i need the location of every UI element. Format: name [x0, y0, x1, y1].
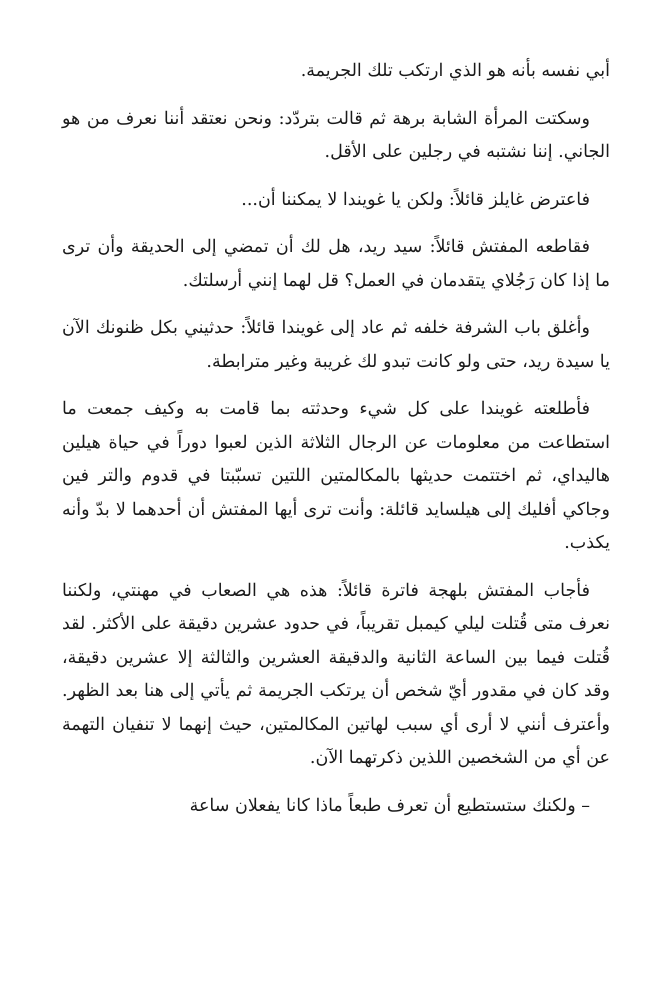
paragraph: وسكتت المرأة الشابة برهة ثم قالت بتردّد: ونحن نعتقد أننا نعرف من هو الجاني. إننا نشتبه في رجلين على الأقل. [62, 108, 610, 162]
paragraph: – ولكنك ستستطيع أن تعرف طبعاً ماذا كانا يفعلان ساعة [189, 795, 590, 816]
paragraph: فأجاب المفتش بلهجة فاترة قائلاً: هذه هي الصعاب في مهنتي، ولكننا نعرف متى قُتلت ليلي كيمبل تقريباً، في حدود عشرين دقيقة على الأكثر. لقد قُتلت فيما بين الساعة الثانية والدقيقة العشرين والثالثة إلا عشرين دقيقة، وقد كان في مقدور أيّ شخص أن يرتكب الجريمة ثم يأتي إلى هنا بعد الظهر. وأعترف أنني لا أرى أي سبب لهاتين المكالمتين، حيث إنهما لا تنفيان التهمة عن أي من الشخصين اللذين ذكرتهما الآن. [62, 580, 610, 768]
paragraph: فأطلعته غويندا على كل شيء وحدثته بما قامت به وكيف جمعت ما استطاعت من معلومات عن الرجال الثلاثة الذين لعبوا دوراً في حياة هيلين هاليداي، ثم اختتمت حديثها بالمكالمتين اللتين تسبّبتا في قدوم والتر فين وجاكي أفليك إلى هيلسايد قائلة: وأنت ترى أيها المفتش أن أحدهما لا بدّ وأنه يكذب. [62, 399, 610, 553]
paragraph: فاعترض غايلز قائلاً: ولكن يا غويندا لا يمكننا أن... [241, 189, 590, 210]
paragraph: أبي نفسه بأنه هو الذي ارتكب تلك الجريمة. [300, 61, 610, 81]
paragraph: فقاطعه المفتش قائلاً: سيد ريد، هل لك أن تمضي إلى الحديقة وأن ترى ما إذا كان رَجُلاي يتقدمان في العمل؟ قل لهما إنني أرسلتك. [62, 237, 610, 291]
book-page [62, 55, 610, 1000]
paragraph: وأغلق باب الشرفة خلفه ثم عاد إلى غويندا قائلاً: حدثيني بكل ظنونك الآن يا سيدة ريد، حتى ولو كانت تبدو لك غريبة وغير مترابطة. [62, 318, 610, 372]
